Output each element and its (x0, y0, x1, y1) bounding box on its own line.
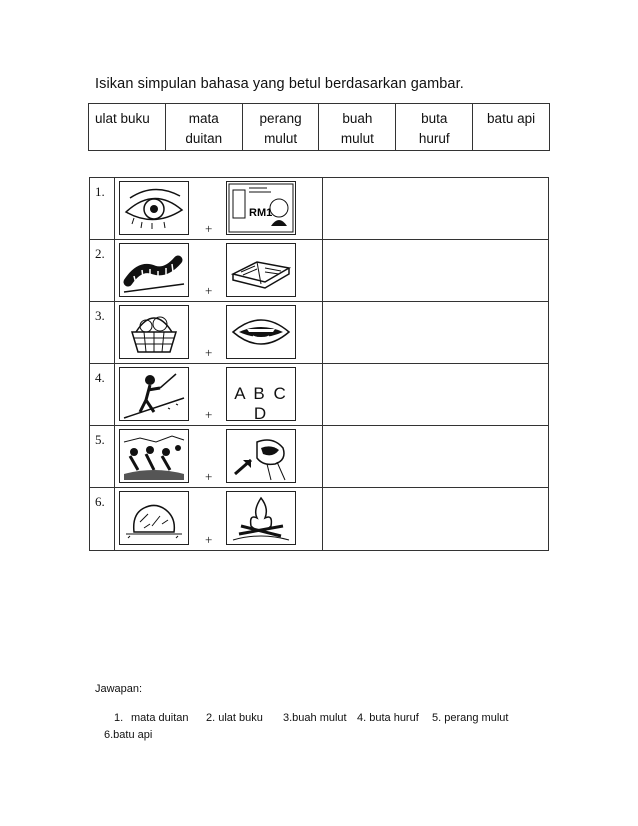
exercise-row (90, 488, 548, 550)
svg-text:RM1: RM1 (249, 207, 273, 219)
exercise-row (90, 364, 548, 426)
plus-sign: + (205, 345, 213, 360)
answer-item: 2. ulat buku (206, 712, 263, 724)
answer-cell[interactable] (322, 240, 548, 301)
plus-sign: + (205, 221, 213, 236)
answer-item: mata duitan (131, 712, 189, 724)
answer-label: Jawapan: (95, 683, 143, 695)
answer-item: 1. (114, 712, 124, 724)
row-number: 4. (90, 364, 115, 425)
fire-icon (226, 491, 296, 545)
picture-cell (115, 240, 323, 301)
fruit-basket-icon (119, 305, 189, 359)
row-number: 6. (90, 488, 115, 550)
answer-item: 6.batu api (104, 729, 153, 741)
answer-cell[interactable] (322, 488, 548, 550)
letters-icon (226, 367, 296, 421)
plus-sign: + (205, 532, 213, 547)
instruction-text: Isikan simpulan bahasa yang betul berdasarkan gambar. (95, 76, 464, 92)
answer-cell[interactable] (322, 302, 548, 363)
row-number: 3. (90, 302, 115, 363)
picture-cell (115, 302, 323, 363)
mouth-icon (226, 305, 296, 359)
word-bank-item: batu api (473, 104, 550, 151)
answer-cell[interactable] (322, 426, 548, 487)
exercise-grid (89, 177, 549, 551)
picture-cell (115, 426, 323, 487)
picture-cell (115, 364, 323, 425)
war-soldiers-icon (119, 429, 189, 483)
mouth-arrow-icon (226, 429, 296, 483)
caterpillar-icon (119, 243, 189, 297)
row-number: 1. (90, 178, 115, 239)
exercise-row (90, 178, 548, 240)
banknote-icon (226, 181, 296, 235)
exercise-row (90, 240, 548, 302)
exercise-row (90, 302, 548, 364)
row-number: 2. (90, 240, 115, 301)
word-bank-item: perang mulut (242, 104, 319, 151)
open-book-icon (226, 243, 296, 297)
word-bank-item: buah mulut (319, 104, 396, 151)
answer-cell[interactable] (322, 178, 548, 239)
answer-item: 5. perang mulut (432, 712, 509, 724)
plus-sign: + (205, 469, 213, 484)
rock-icon (119, 491, 189, 545)
answer-cell[interactable] (322, 364, 548, 425)
picture-cell (115, 488, 323, 550)
letters-text: A B C D (234, 384, 288, 423)
plus-sign: + (205, 283, 213, 298)
eye-icon (119, 181, 189, 235)
picture-cell (115, 178, 323, 239)
blind-man-icon (119, 367, 189, 421)
exercise-row (90, 426, 548, 488)
row-number: 5. (90, 426, 115, 487)
answer-item: 4. buta huruf (357, 712, 419, 724)
word-bank-item: mata duitan (165, 104, 242, 151)
word-bank-item: ulat buku (89, 104, 166, 151)
plus-sign: + (205, 407, 213, 422)
answer-item: 3.buah mulut (283, 712, 347, 724)
word-bank-item: buta huruf (396, 104, 473, 151)
word-bank-table (88, 103, 550, 151)
